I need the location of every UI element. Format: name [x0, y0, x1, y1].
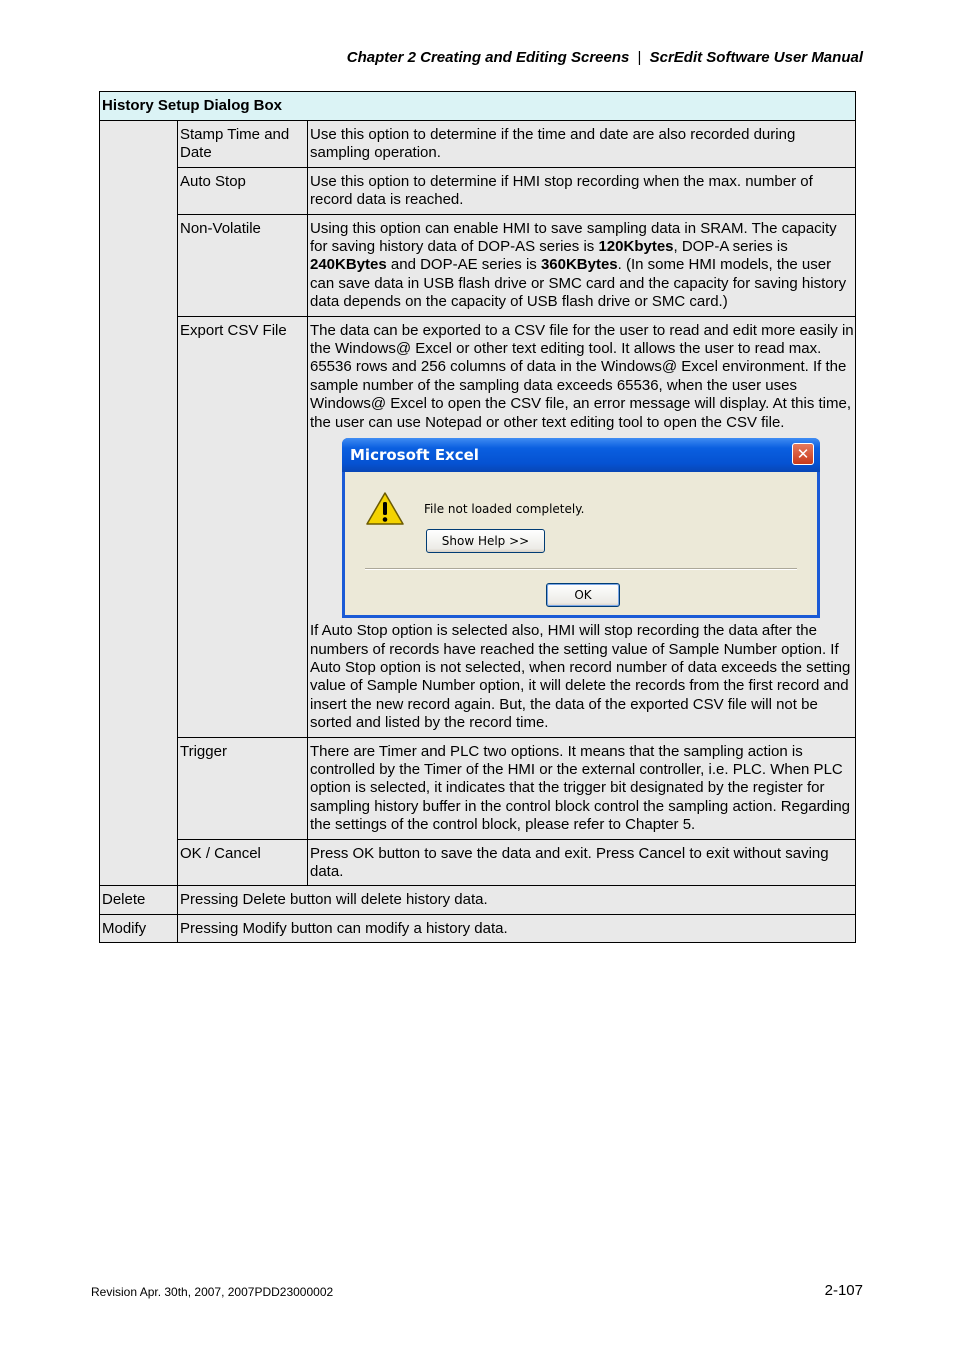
dialog-title: Microsoft Excel: [350, 446, 479, 465]
row-text: [308, 214, 856, 316]
row-text: Press OK button to save the data and exit. Press Cancel to exit without saving data.: [308, 839, 856, 886]
indent-cell: [100, 121, 178, 886]
table-row: [100, 167, 856, 214]
page-number: 2-107: [824, 1282, 863, 1299]
table-row: [100, 214, 856, 316]
text-segment: and DOP-AE series is: [386, 256, 541, 274]
text-segment: . (In some HMI models, the user can save data in USB flash drive or SMC card and the capacity for saving history data depends on the capacity of USB flash drive or SMC card.): [310, 256, 847, 311]
page-header: [347, 49, 863, 66]
text-segment: Using this option can enable HMI to save sampling data in SRAM. The capacity for saving history data of DOP-AS series is: [310, 219, 837, 256]
table-title: History Setup Dialog Box: [100, 92, 856, 121]
table-row: [100, 121, 856, 168]
history-setup-table: [99, 91, 856, 943]
row-label: Stamp Time and Date: [178, 121, 308, 168]
row-text: [308, 316, 856, 737]
row-text: Pressing Delete button will delete history data.: [178, 886, 856, 914]
row-text: There are Timer and PLC two options. It means that the sampling action is controlled by the Timer of the HMI or the external controller, i.e. PLC. When PLC option is selected, it indicates that the trigger bit designated by the register for sampling history buffer in the control block control the sampling action. Regarding the settings of the control block, please refer to Chapter 5.: [308, 737, 856, 839]
export-text-2: If Auto Stop option is selected also, HMI will stop recording the data after the numbers of records have reached the setting value of Sample Number option. If Auto Stop option is not selected, when record number of data exceeds the setting value of Sample Number option, it will delete the records from the first record and insert the new record again. But, the data of the exported CSV file will not be sorted and listed by the record time.: [310, 622, 851, 732]
dialog-divider: [365, 568, 797, 570]
export-text-1: The data can be exported to a CSV file for the user to read and edit more easily in the Windows@ Excel or other text editing tool. It allows the user to read max. 65536 rows and 256 columns of data in the Windows@ Excel environment. If the sample number of the sampling data exceeds 65536, when the user uses Windows@ Excel to open the CSV file, an error message will display. At this time, the user can use Notepad or other text editing tool to open the CSV file.: [310, 321, 854, 431]
table-row: [100, 839, 856, 886]
bold-capacity: 240KBytes: [310, 256, 387, 274]
row-label: OK / Cancel: [178, 839, 308, 886]
show-help-button[interactable]: Show Help >>: [426, 529, 545, 553]
excel-error-dialog: [342, 438, 820, 618]
row-label: Modify: [100, 914, 178, 942]
row-label: Non-Volatile: [178, 214, 308, 316]
dialog-message: File not loaded completely.: [424, 502, 585, 517]
row-label: Auto Stop: [178, 167, 308, 214]
row-text: Pressing Modify button can modify a history data.: [178, 914, 856, 942]
row-text: Use this option to determine if HMI stop recording when the max. number of record data is reached.: [308, 167, 856, 214]
table-row: [100, 316, 856, 737]
revision-note: Revision Apr. 30th, 2007, 2007PDD23000002: [91, 1285, 334, 1299]
close-icon[interactable]: ✕: [792, 443, 814, 465]
row-label: Delete: [100, 886, 178, 914]
table-row: [100, 886, 856, 914]
manual-title: ScrEdit Software User Manual: [649, 49, 863, 66]
row-label: Trigger: [178, 737, 308, 839]
excel-dialog-screenshot: [310, 432, 854, 622]
ok-button[interactable]: OK: [546, 583, 620, 607]
bold-capacity: 360KBytes: [540, 256, 618, 274]
dialog-title-bar: [342, 438, 820, 472]
chapter-title: Chapter 2 Creating and Editing Screens: [346, 49, 630, 66]
bold-capacity: 120Kbytes: [598, 238, 674, 256]
table-row: [100, 914, 856, 942]
text-segment: , DOP-A series is: [673, 238, 788, 256]
warning-icon: [365, 491, 405, 527]
header-separator: |: [637, 49, 642, 66]
row-text: Use this option to determine if the time and date are also recorded during sampling operation.: [308, 121, 856, 168]
row-label: Export CSV File: [178, 316, 308, 737]
table-row: [100, 737, 856, 839]
